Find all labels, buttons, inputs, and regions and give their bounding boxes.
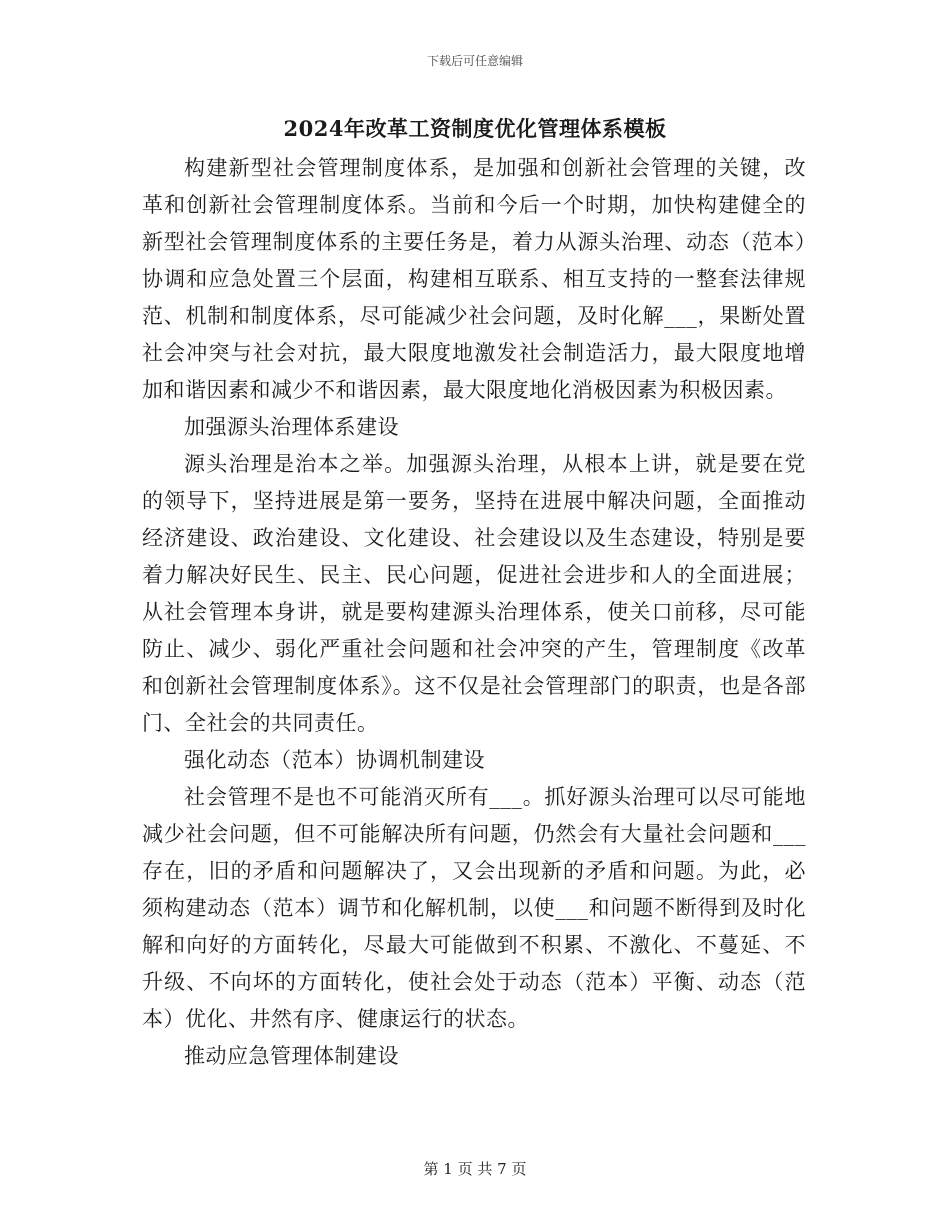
paragraph-source-governance: 源头治理是治本之举。加强源头治理，从根本上讲，就是要在党的领导下，坚持进展是第一要务，坚持在进展中解决问题，全面推动经济建设、政治建设、文化建设、社会建设以及生态建设，特别是要着力解决好民生、民主、民心问题，促进社会进步和人的全面进展；从社会管理本身讲，就是要构建源头治理体系，使关口前移，尽可能防止、减少、弱化严重社会问题和社会冲突的产生，管理制度《改革和创新社会管理制度体系》。这不仅是社会管理部门的职责，也是各部门、全社会的共同责任。 xyxy=(142,452,806,735)
section-heading-source-governance: 加强源头治理体系建设 xyxy=(184,415,399,439)
document-body xyxy=(142,150,806,1075)
page-header-note: 下载后可任意编辑 xyxy=(426,54,523,68)
document-title: 2024年改革工资制度优化管理体系模板 xyxy=(283,116,667,141)
page-number: 第 1 页 共 7 页 xyxy=(423,1160,527,1178)
paragraph-dynamic-coordination: 社会管理不是也不可能消灭所有___。抓好源头治理可以尽可能地减少社会问题，但不可能解决所有问题，仍然会有大量社会问题和___存在，旧的矛盾和问题解决了，又会出现新的矛盾和问题。为此，必须构建动态（范本）调节和化解机制，以使___和问题不断得到及时化解和向好的方面转化，尽最大可能做到不积累、不激化、不蔓延、不升级、不向坏的方面转化，使社会处于动态（范本）平衡、动态（范本）优化、井然有序、健康运行的状态。 xyxy=(142,785,806,1031)
section-heading-emergency-management: 推动应急管理体制建设 xyxy=(184,1044,399,1068)
paragraph-intro: 构建新型社会管理制度体系，是加强和创新社会管理的关键，改革和创新社会管理制度体系。当前和今后一个时期，加快构建健全的新型社会管理制度体系的主要任务是，着力从源头治理、动态（范本）协调和应急处置三个层面，构建相互联系、相互支持的一整套法律规范、机制和制度体系，尽可能减少社会问题，及时化解___，果断处置社会冲突与社会对抗，最大限度地激发社会制造活力，最大限度地增加和谐因素和减少不和谐因素，最大限度地化消极因素为积极因素。 xyxy=(142,156,806,402)
section-heading-dynamic-coordination: 强化动态（范本）协调机制建设 xyxy=(184,748,485,772)
